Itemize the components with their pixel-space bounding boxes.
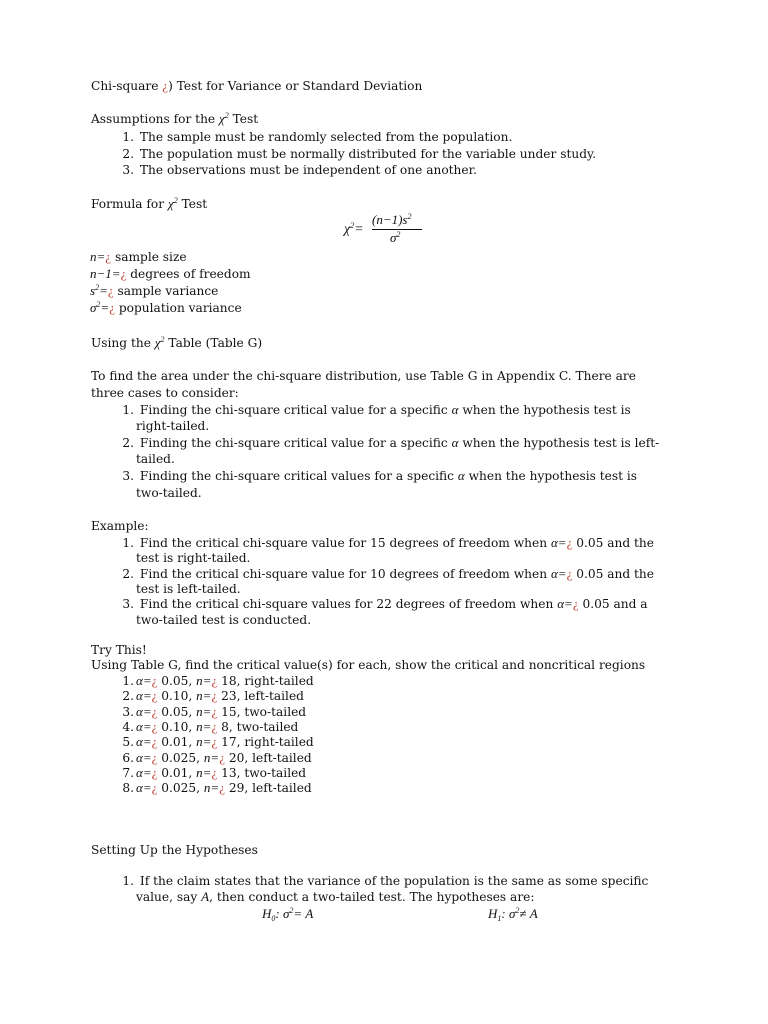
assumptions-heading-text-end: Test	[232, 112, 259, 126]
list-item	[90, 688, 304, 704]
inverted-question-glyph: ¿	[151, 734, 158, 749]
alpha-symbol: α	[457, 468, 465, 483]
item-number: 2.	[122, 689, 134, 703]
n-symbol: n=	[196, 765, 212, 780]
alpha-symbol: α=	[136, 765, 152, 780]
sample-size-text: 23, left-tailed	[221, 689, 304, 703]
item-text: Find the critical chi-square values for 22 degrees of freedom when	[139, 597, 554, 611]
definition-symbol: n	[90, 249, 97, 264]
list-item	[90, 734, 314, 750]
definition-text: sample variance	[117, 284, 219, 298]
definition-row: $s^2=¿$ sample variance	[90, 283, 219, 298]
item-text: The sample must be randomly selected from the population.	[139, 130, 513, 144]
alpha-symbol: α=	[136, 750, 152, 765]
list-item	[90, 780, 312, 796]
formula-lhs: $\chi^2=$	[344, 221, 364, 237]
list-item	[90, 146, 596, 162]
intro-paragraph: To find the area under the chi-square distribution, use Table G in Appendix C. There are three cases to consider:	[91, 369, 636, 400]
alpha-value: 0.025,	[161, 781, 201, 795]
chi-symbol: $\chi^2$	[154, 335, 165, 350]
inverted-question-glyph: ¿	[151, 719, 158, 734]
inverted-question-glyph: ¿	[211, 734, 218, 749]
formula-heading	[91, 196, 207, 212]
item-text-end: 0.05 and the	[576, 536, 654, 550]
definition-symbol: $s^2=$	[90, 283, 108, 298]
list-item	[90, 873, 648, 889]
alpha-symbol: α=	[136, 704, 152, 719]
table-heading-text: Using the	[91, 336, 151, 350]
inverted-question-glyph: ¿	[151, 765, 158, 780]
list-item	[90, 435, 659, 451]
definition-symbol: n−1	[90, 266, 112, 281]
inverted-question-glyph: ¿	[211, 673, 218, 688]
item-text: The observations must be independent of one another.	[139, 163, 477, 177]
item-continuation: right-tailed.	[136, 419, 210, 433]
item-continuation: two-tailed test is conducted.	[136, 613, 312, 627]
formula-denominator: $\sigma^2$	[390, 230, 401, 245]
item-number: 1.	[122, 536, 134, 550]
alpha-expression: α=	[550, 535, 567, 550]
inverted-question-glyph: ¿	[151, 704, 158, 719]
definition-row: n=¿ sample size	[90, 249, 187, 264]
table-heading	[91, 335, 262, 351]
n-symbol: n=	[203, 750, 220, 765]
chi-symbol: $\chi^2$	[167, 196, 178, 211]
inverted-question-glyph: ¿	[219, 750, 225, 765]
alpha-value: 0.05,	[161, 705, 193, 719]
list-item	[90, 704, 306, 720]
alpha-value: 0.05,	[161, 674, 193, 688]
definition-text: sample size	[114, 250, 187, 264]
n-symbol: n=	[196, 719, 212, 734]
alpha-symbol: α=	[136, 688, 152, 703]
item-number: 1.	[122, 130, 134, 144]
item-text: Finding the chi-square critical values for a specific	[139, 469, 454, 483]
sample-size-text: 13, two-tailed	[221, 766, 307, 780]
item-number: 2.	[122, 436, 134, 450]
item-number: 3.	[122, 597, 134, 611]
example-heading: Example:	[91, 519, 149, 533]
formula-numerator: $(n-1)s^2$	[372, 212, 412, 227]
item-number: 4.	[122, 720, 134, 734]
assumptions-heading	[91, 111, 258, 127]
list-item	[90, 129, 512, 145]
alpha-symbol: α=	[136, 780, 152, 795]
definition-row: $\sigma^2=¿$ population variance	[90, 300, 242, 315]
item-text: Finding the chi-square critical value for a specific	[139, 436, 448, 450]
alpha-symbol: α=	[136, 673, 152, 688]
definition-text: population variance	[118, 301, 242, 315]
n-symbol: n=	[196, 673, 212, 688]
item-text-end: when the hypothesis test is left-	[462, 436, 660, 450]
alpha-symbol: α=	[136, 719, 152, 734]
document-title	[91, 78, 422, 94]
inverted-question-glyph: ¿	[151, 688, 158, 703]
sample-size-text: 29, left-tailed	[228, 781, 312, 795]
sample-size-text: 8, two-tailed	[221, 720, 299, 734]
item-text: The population must be normally distributed for the variable under study.	[139, 147, 597, 161]
hypotheses-heading: Setting Up the Hypotheses	[91, 843, 258, 857]
item-number: 6.	[122, 751, 134, 765]
sample-size-text: 20, left-tailed	[228, 751, 312, 765]
item-number: 1.	[122, 403, 134, 417]
list-item	[90, 162, 477, 178]
item-continuation: value, say A, then conduct a two-tailed test. The hypotheses are:	[136, 889, 535, 904]
list-item: 3. Find the critical chi-square values for 22 degrees of freedom when α=¿ 0.05 and a	[90, 596, 648, 612]
list-item	[90, 468, 637, 484]
item-number: 8.	[122, 781, 134, 795]
chi-symbol: $\chi^2$	[219, 111, 229, 126]
item-continuation: test is right-tailed.	[136, 551, 251, 565]
list-item	[90, 673, 314, 689]
item-continuation: two-tailed.	[136, 486, 202, 500]
item-number: 3.	[122, 705, 134, 719]
alpha-expression: α=	[557, 596, 573, 611]
alpha-symbol: α	[451, 402, 459, 417]
list-item: 2. Find the critical chi-square value for 10 degrees of freedom when α=¿ 0.05 and the	[90, 566, 654, 582]
alpha-symbol: α=	[136, 734, 152, 749]
item-text: If the claim states that the variance of the population is the same as some specific	[139, 874, 649, 888]
title-text-end: ) Test for Variance or Standard Deviation	[168, 79, 423, 93]
alpha-value: 0.10,	[161, 720, 193, 734]
item-continuation: test is left-tailed.	[136, 582, 241, 596]
inverted-question-glyph: ¿	[211, 719, 218, 734]
item-number: 1.	[122, 874, 134, 888]
formula-heading-text: Formula for	[91, 197, 165, 211]
list-item	[90, 402, 631, 418]
alpha-value: 0.025,	[161, 751, 201, 765]
inverted-question-glyph: ¿	[151, 750, 158, 765]
item-text-end: when the hypothesis test is	[462, 403, 631, 417]
sample-size-text: 18, right-tailed	[221, 674, 314, 688]
inverted-question-glyph: ¿	[211, 704, 218, 719]
alpha-value: 0.10,	[161, 689, 193, 703]
item-text-end: 0.05 and a	[582, 597, 648, 611]
try-instruction: Using Table G, find the critical value(s) for each, show the critical and noncritical regions	[91, 658, 646, 672]
inverted-question-glyph: ¿	[151, 673, 158, 688]
table-heading-text-end: Table (Table G)	[168, 336, 263, 350]
item-text-end: 0.05 and the	[576, 567, 654, 581]
item-number: 1.	[122, 674, 134, 688]
item-number: 3.	[122, 163, 134, 177]
definition-symbol: $\sigma^2=$	[90, 300, 110, 315]
item-number: 3.	[122, 469, 134, 483]
n-symbol: n=	[196, 734, 212, 749]
list-item	[90, 719, 298, 735]
definition-text: degrees of freedom	[130, 267, 251, 281]
n-symbol: n=	[196, 688, 212, 703]
alternative-hypothesis: $H_1$: $\sigma^2\ne A$	[488, 906, 538, 923]
list-item	[90, 765, 306, 781]
item-number: 2.	[122, 567, 134, 581]
inverted-question-glyph: ¿	[162, 78, 169, 93]
item-number: 2.	[122, 147, 134, 161]
item-number: 7.	[122, 766, 134, 780]
list-item	[90, 750, 312, 766]
assumptions-heading-text: Assumptions for the	[91, 112, 216, 126]
alpha-symbol: α	[451, 435, 459, 450]
null-hypothesis: $H_0$: $\sigma^2= A$	[262, 906, 314, 923]
list-item: 1. Find the critical chi-square value for 15 degrees of freedom when α=¿ 0.05 and the	[90, 535, 654, 551]
n-symbol: n=	[196, 704, 212, 719]
item-text: Finding the chi-square critical value for a specific	[139, 403, 448, 417]
inverted-question-glyph: ¿	[219, 780, 225, 795]
inverted-question-glyph: ¿	[211, 688, 218, 703]
item-continuation: tailed.	[136, 452, 175, 466]
sample-size-text: 15, two-tailed	[221, 705, 307, 719]
alpha-expression: α=	[550, 566, 567, 581]
item-text: Find the critical chi-square value for 10 degrees of freedom when	[139, 567, 548, 581]
n-symbol: n=	[203, 780, 220, 795]
alpha-value: 0.01,	[161, 766, 193, 780]
alpha-value: 0.01,	[161, 735, 193, 749]
inverted-question-glyph: ¿	[211, 765, 218, 780]
formula-heading-text-end: Test	[181, 197, 208, 211]
definition-row: n−1=¿ degrees of freedom	[90, 266, 251, 281]
item-text-end: when the hypothesis test is	[468, 469, 638, 483]
try-heading: Try This!	[91, 643, 147, 657]
inverted-question-glyph: ¿	[151, 780, 158, 795]
item-number: 5.	[122, 735, 134, 749]
sample-size-text: 17, right-tailed	[221, 735, 314, 749]
item-text: Find the critical chi-square value for 15 degrees of freedom when	[139, 536, 548, 550]
title-text: Chi-square	[91, 79, 159, 93]
